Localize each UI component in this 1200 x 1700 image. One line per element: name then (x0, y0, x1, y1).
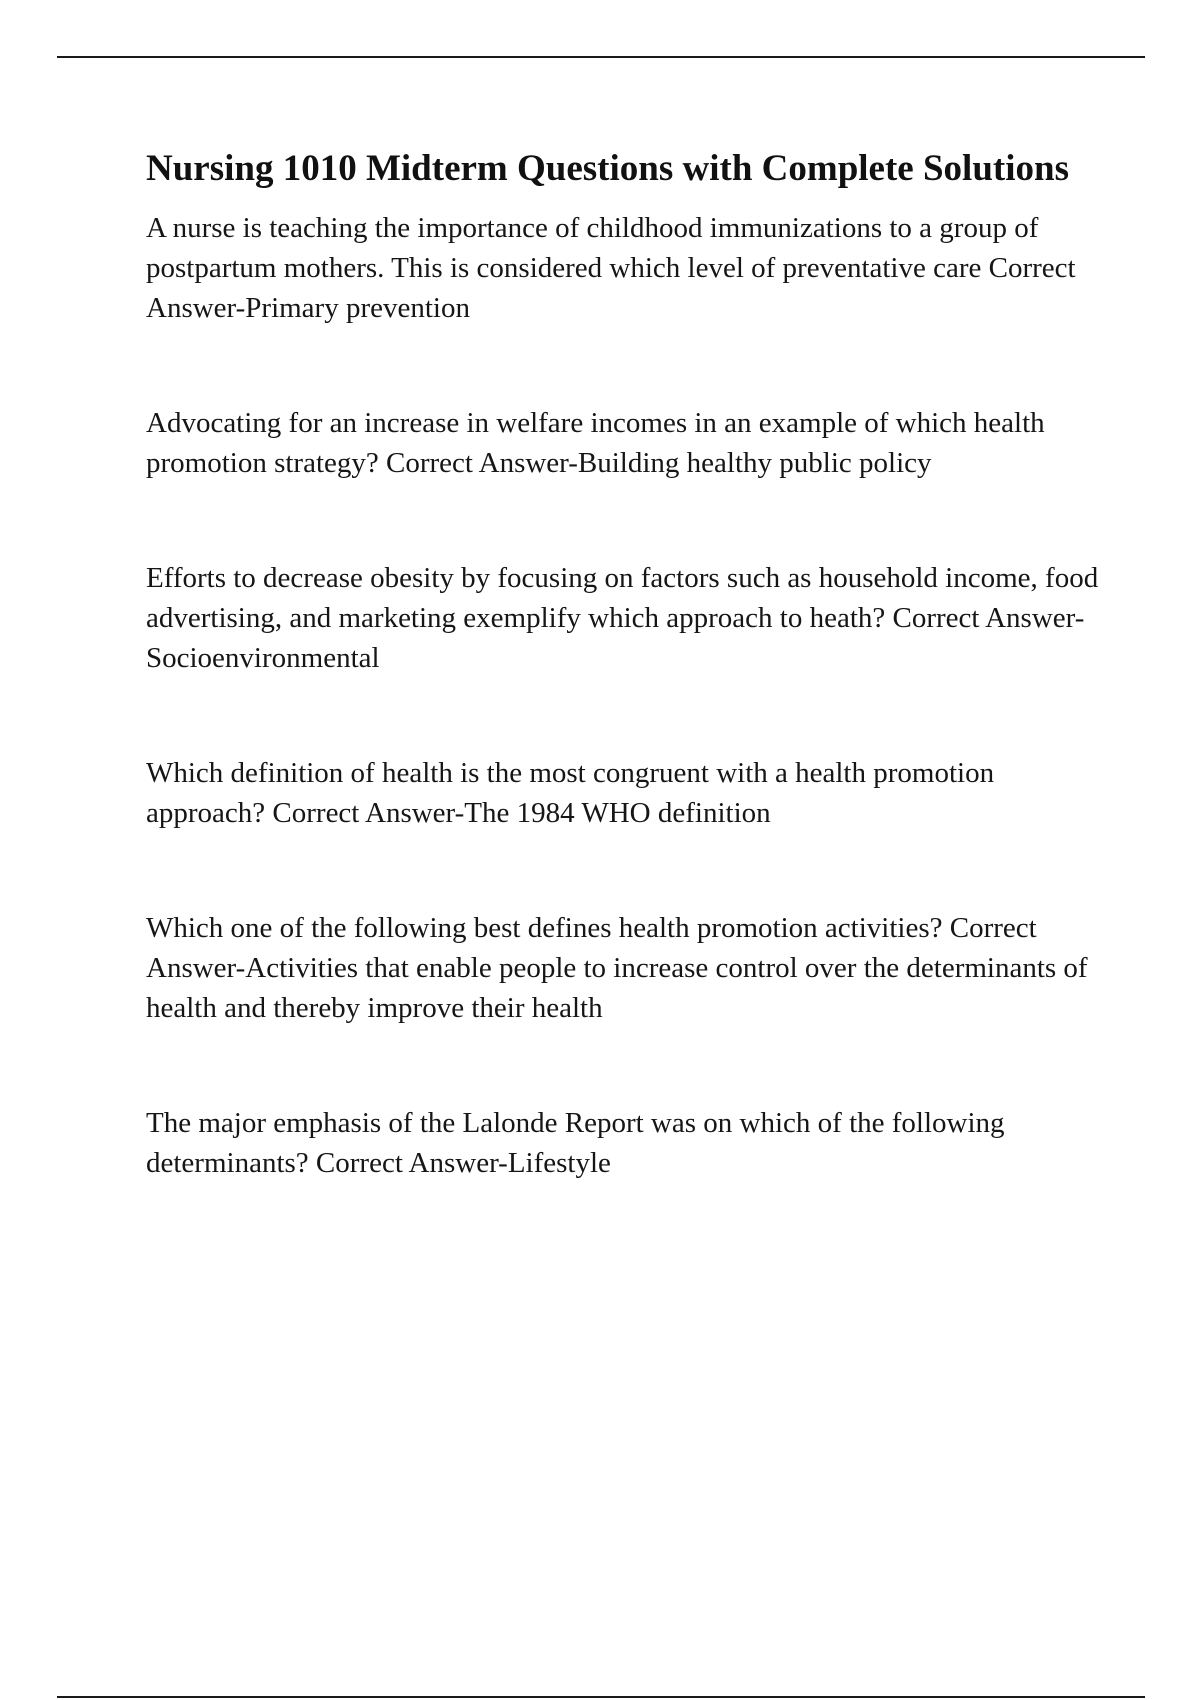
page-title: Nursing 1010 Midterm Questions with Complete Solutions (146, 148, 1069, 189)
top-divider (57, 56, 1145, 58)
answer-prefix: Correct Answer- (386, 447, 578, 479)
answer-prefix: Correct Answer- (146, 912, 1037, 984)
answer-text: Primary prevention (245, 292, 470, 324)
qa-item (146, 1103, 1116, 1183)
question-text: The major emphasis of the Lalonde Report was on which of the following determinants? (146, 1107, 1005, 1179)
answer-prefix: Correct Answer- (272, 797, 465, 829)
qa-item (146, 558, 1116, 678)
answer-text: Lifestyle (507, 1147, 611, 1179)
answer-text: The 1984 WHO definition (464, 797, 771, 829)
answer-prefix: Correct Answer- (315, 1147, 508, 1179)
question-text: Advocating for an increase in welfare incomes in an example of which health promotion strategy? (146, 407, 1045, 479)
answer-prefix: Correct Answer- (892, 602, 1085, 634)
question-text: Efforts to decrease obesity by focusing on factors such as household income, food advertising, and marketing exemplify which approach to heath? (146, 562, 1099, 634)
qa-item (146, 753, 1116, 833)
bottom-divider (57, 1696, 1145, 1698)
answer-text: Building healthy public policy (577, 447, 932, 479)
question-text: Which definition of health is the most congruent with a health promotion approach? (146, 757, 995, 829)
document-body (146, 144, 1116, 1258)
answer-prefix: Correct Answer- (146, 252, 1076, 324)
qa-item (146, 208, 1116, 328)
question-text: A nurse is teaching the importance of childhood immunizations to a group of postpartum mothers. This is considered which level of preventative care (146, 212, 1039, 284)
qa-item (146, 403, 1116, 483)
qa-item (146, 908, 1116, 1028)
answer-text: Activities that enable people to increase control over the determinants of health and thereby improve their health (146, 952, 1088, 1024)
answer-text: Socioenvironmental (146, 642, 380, 674)
question-text: Which one of the following best defines health promotion activities? (146, 912, 943, 944)
